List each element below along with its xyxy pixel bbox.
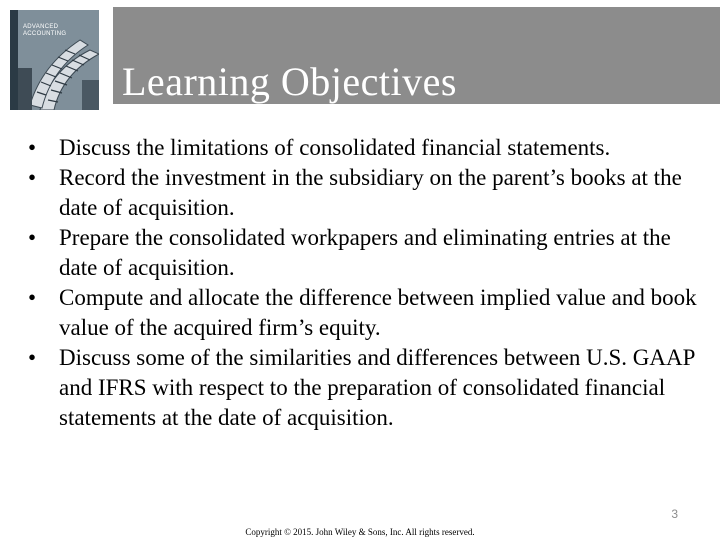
bullet-icon: • — [28, 345, 37, 370]
slide-title: Learning Objectives — [122, 59, 457, 104]
bullet-icon: • — [28, 285, 37, 310]
objective-item — [28, 223, 708, 283]
page-number: 3 — [671, 507, 678, 521]
objective-text: Record the investment in the subsidiary on the parent’s books at the date of acquisition. — [59, 165, 682, 220]
book-cover-image — [10, 10, 99, 110]
objective-text: Discuss the limitations of consolidated financial statements. — [59, 135, 611, 160]
objective-item — [28, 343, 708, 433]
bullet-icon: • — [28, 165, 37, 190]
objective-item — [28, 163, 708, 223]
bullet-icon: • — [28, 225, 37, 250]
book-title-line1: ADVANCED — [23, 24, 59, 30]
objective-item — [28, 133, 708, 163]
copyright-notice: Copyright © 2015. John Wiley & Sons, Inc. All rights reserved. — [245, 527, 475, 537]
objective-text: Prepare the consolidated workpapers and eliminating entries at the date of acquisition. — [59, 225, 671, 280]
objective-item — [28, 283, 708, 343]
bullet-icon: • — [28, 135, 37, 160]
book-title-line2: ACCOUNTING — [23, 31, 67, 37]
objectives-list — [28, 133, 708, 433]
objective-text: Discuss some of the similarities and differences between U.S. GAAP and IFRS with respect to the preparation of consolidated financial statements at the date of acquisition. — [59, 345, 695, 430]
objective-text: Compute and allocate the difference between implied value and book value of the acquired firm’s equity. — [59, 285, 697, 340]
book-cover-text — [23, 24, 73, 38]
